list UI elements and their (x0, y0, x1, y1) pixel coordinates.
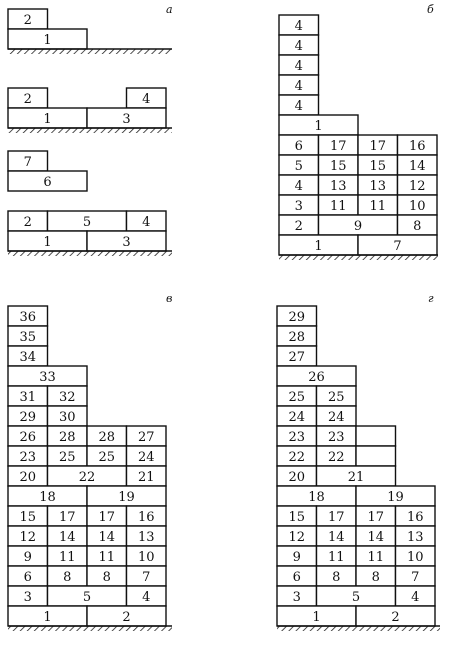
block-number: 25 (98, 450, 116, 465)
block-number: 3 (122, 235, 131, 250)
block-number: 8 (63, 570, 72, 585)
block-number: 1 (43, 610, 52, 625)
block-number: 31 (19, 390, 37, 405)
block-number: 27 (288, 350, 306, 365)
block-number: 8 (102, 570, 111, 585)
block (356, 426, 396, 446)
block-number: 5 (82, 215, 92, 230)
block-number: 33 (39, 370, 56, 385)
panel-label: г (428, 292, 434, 305)
block-number: 13 (406, 530, 424, 545)
block-number: 14 (58, 530, 76, 545)
block-number: 2 (122, 610, 131, 625)
block-number: 9 (292, 550, 301, 565)
block-number: 21 (347, 470, 365, 485)
block-number: 18 (39, 490, 56, 505)
block-number: 20 (19, 470, 37, 485)
block-number: 8 (371, 570, 380, 585)
block-number: 10 (408, 199, 426, 214)
block-number: 4 (294, 79, 303, 94)
block-number: 24 (137, 450, 155, 465)
block-number: 36 (19, 310, 37, 325)
block-number: 14 (98, 530, 116, 545)
block-number: 8 (413, 219, 422, 234)
block-number: 2 (391, 610, 400, 625)
block-number: 4 (294, 19, 303, 34)
block-number: 4 (294, 39, 303, 54)
block-number: 16 (137, 510, 155, 525)
block-number: 17 (58, 510, 76, 525)
block-number: 16 (408, 139, 426, 154)
block-number: 29 (288, 310, 306, 325)
block-number: 20 (288, 470, 306, 485)
block-number: 11 (329, 199, 347, 214)
block-number: 8 (332, 570, 341, 585)
block-number: 4 (294, 59, 303, 74)
block-number: 6 (43, 175, 52, 190)
block-number: 30 (58, 410, 76, 425)
block (356, 446, 396, 466)
block-number: 2 (23, 92, 32, 107)
block-number: 7 (23, 155, 32, 170)
block-number: 4 (142, 215, 151, 230)
block-number: 13 (137, 530, 155, 545)
block-number: 7 (142, 570, 151, 585)
panel-label: б (427, 3, 434, 16)
block-number: 28 (98, 430, 116, 445)
block-number: 1 (43, 235, 52, 250)
block-number: 10 (137, 550, 155, 565)
block-number: 9 (23, 550, 32, 565)
block-number: 9 (353, 219, 363, 234)
block-number: 34 (19, 350, 37, 365)
block-number: 11 (367, 550, 385, 565)
block-number: 4 (142, 92, 151, 107)
block-number: 12 (19, 530, 37, 545)
block-number: 7 (393, 239, 402, 254)
block-number: 3 (292, 590, 301, 605)
block-number: 15 (329, 159, 347, 174)
block-number: 25 (288, 390, 306, 405)
block-number: 3 (294, 199, 303, 214)
panel-label: а (166, 3, 173, 16)
block-number: 4 (294, 179, 303, 194)
block-number: 13 (329, 179, 347, 194)
block-number: 2 (23, 13, 32, 28)
block-number: 11 (327, 550, 345, 565)
block-number: 5 (82, 590, 92, 605)
block-number: 11 (369, 199, 387, 214)
block-number: 13 (369, 179, 387, 194)
block-number: 1 (314, 119, 323, 134)
block-number: 14 (327, 530, 345, 545)
block-number: 5 (294, 159, 303, 174)
block-number: 22 (288, 450, 306, 465)
block-number: 17 (98, 510, 116, 525)
block-number: 26 (19, 430, 37, 445)
block-number: 28 (58, 430, 76, 445)
block-number: 17 (367, 510, 385, 525)
block-number: 19 (118, 490, 135, 505)
block-number: 1 (312, 610, 321, 625)
block-number: 2 (294, 219, 303, 234)
block-number: 5 (351, 590, 361, 605)
block-number: 7 (411, 570, 420, 585)
block-number: 11 (98, 550, 116, 565)
block-number: 1 (314, 239, 323, 254)
block-number: 24 (288, 410, 306, 425)
block-number: 4 (294, 99, 303, 114)
block-number: 17 (329, 139, 347, 154)
block-number: 10 (406, 550, 424, 565)
block-number: 26 (308, 370, 325, 385)
block-number: 4 (142, 590, 151, 605)
block-number: 11 (58, 550, 76, 565)
block-number: 12 (408, 179, 426, 194)
block-number: 6 (23, 570, 32, 585)
block-number: 17 (327, 510, 345, 525)
block-number: 4 (411, 590, 420, 605)
block-number: 2 (23, 215, 32, 230)
block-number: 14 (408, 159, 426, 174)
block-number: 1 (43, 112, 52, 127)
block-number: 21 (137, 470, 155, 485)
block-number: 29 (19, 410, 37, 425)
block-number: 15 (369, 159, 387, 174)
block-number: 25 (327, 390, 345, 405)
block-number: 6 (292, 570, 301, 585)
block-number: 6 (294, 139, 303, 154)
block-number: 19 (387, 490, 404, 505)
block-number: 15 (288, 510, 306, 525)
block-number: 22 (78, 470, 96, 485)
panel-label: в (166, 292, 173, 305)
block-number: 32 (58, 390, 76, 405)
block-number: 14 (367, 530, 385, 545)
block-number: 16 (406, 510, 424, 525)
block-number: 23 (327, 430, 345, 445)
block-number: 23 (288, 430, 306, 445)
block-number: 28 (288, 330, 306, 345)
block-number: 22 (327, 450, 345, 465)
block-number: 17 (369, 139, 387, 154)
block-number: 35 (19, 330, 37, 345)
block-number: 3 (23, 590, 32, 605)
block-number: 12 (288, 530, 306, 545)
block-number: 25 (58, 450, 76, 465)
block-number: 18 (308, 490, 325, 505)
block-number: 1 (43, 33, 52, 48)
block-number: 24 (327, 410, 345, 425)
block-number: 23 (19, 450, 37, 465)
block-number: 15 (19, 510, 37, 525)
block-number: 3 (122, 112, 131, 127)
block-number: 27 (137, 430, 155, 445)
